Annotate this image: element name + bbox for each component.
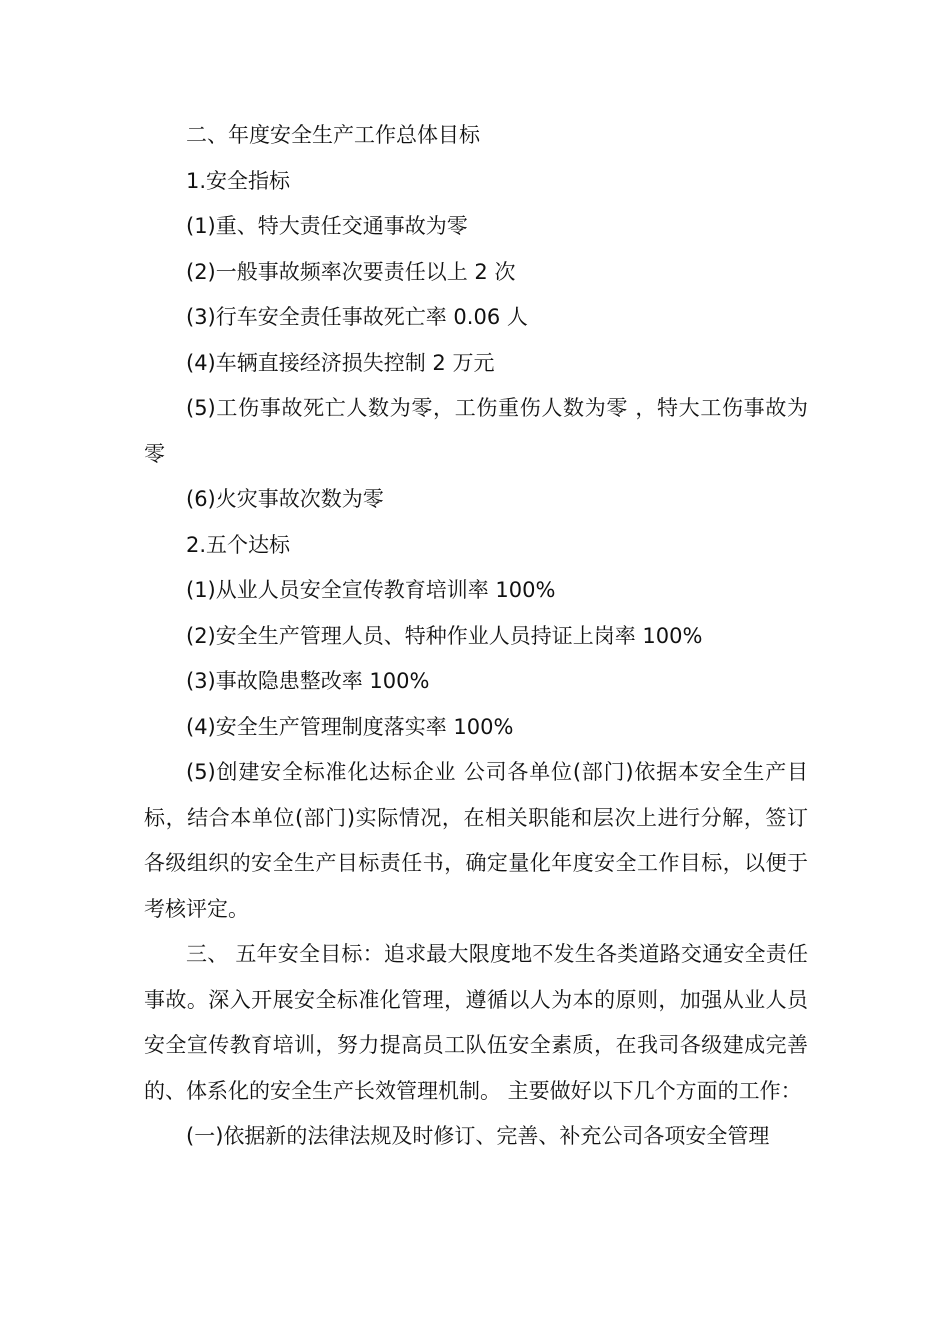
indicator-item: (6)火灾事故次数为零 (186, 487, 384, 511)
indicator-item: (1)重、特大责任交通事故为零 (186, 214, 468, 238)
standard-item: (2)安全生产管理人员、特种作业人员持证上岗率 100% (186, 623, 703, 648)
standard-item: (3)事故隐患整改率 100% (186, 669, 430, 693)
standard-item: (1)从业人员安全宣传教育培训率 100% (186, 578, 556, 602)
indicator-item: (3)行车安全责任事故死亡率 0.06 人 (186, 305, 528, 329)
heading-safety-indicators: 1.安全指标 (186, 168, 291, 193)
indicator-item: (4)车辆直接经济损失控制 2 万元 (186, 350, 495, 375)
five-year-goals-paragraph: 三、 五年安全目标：追求最大限度地不发生各类道路交通安全责任事故。深入开展安全标准化管理，遵循以人为本的原则，加强从业人员安全宣传教育培训，努力提高员工队伍安全素质，在我司各级建成完善的、体系化的安全生产长效管理机制。 主要做好以下几个方面的工作： (144, 942, 808, 1103)
heading-annual-goals: 二、年度安全生产工作总体目标 (186, 123, 480, 147)
heading-five-standards: 2.五个达标 (186, 532, 291, 557)
indicator-item: (2)一般事故频率次要责任以上 2 次 (186, 259, 516, 284)
work-item: (一)依据新的法律法规及时修订、完善、补充公司各项安全管理 (186, 1124, 770, 1148)
standard-item: (5)创建安全标准化达标企业 公司各单位(部门)依据本安全生产目标，结合本单位(部门)实际情况，在相关职能和层次上进行分解，签订各级组织的安全生产目标责任书，确定量化年度安全工作目标，以便于考核评定。 (144, 760, 808, 921)
document-body (144, 113, 808, 1160)
standard-item: (4)安全生产管理制度落实率 100% (186, 714, 514, 739)
indicator-item: (5)工伤事故死亡人数为零，工伤重伤人数为零 ，特大工伤事故为零 (144, 396, 808, 466)
